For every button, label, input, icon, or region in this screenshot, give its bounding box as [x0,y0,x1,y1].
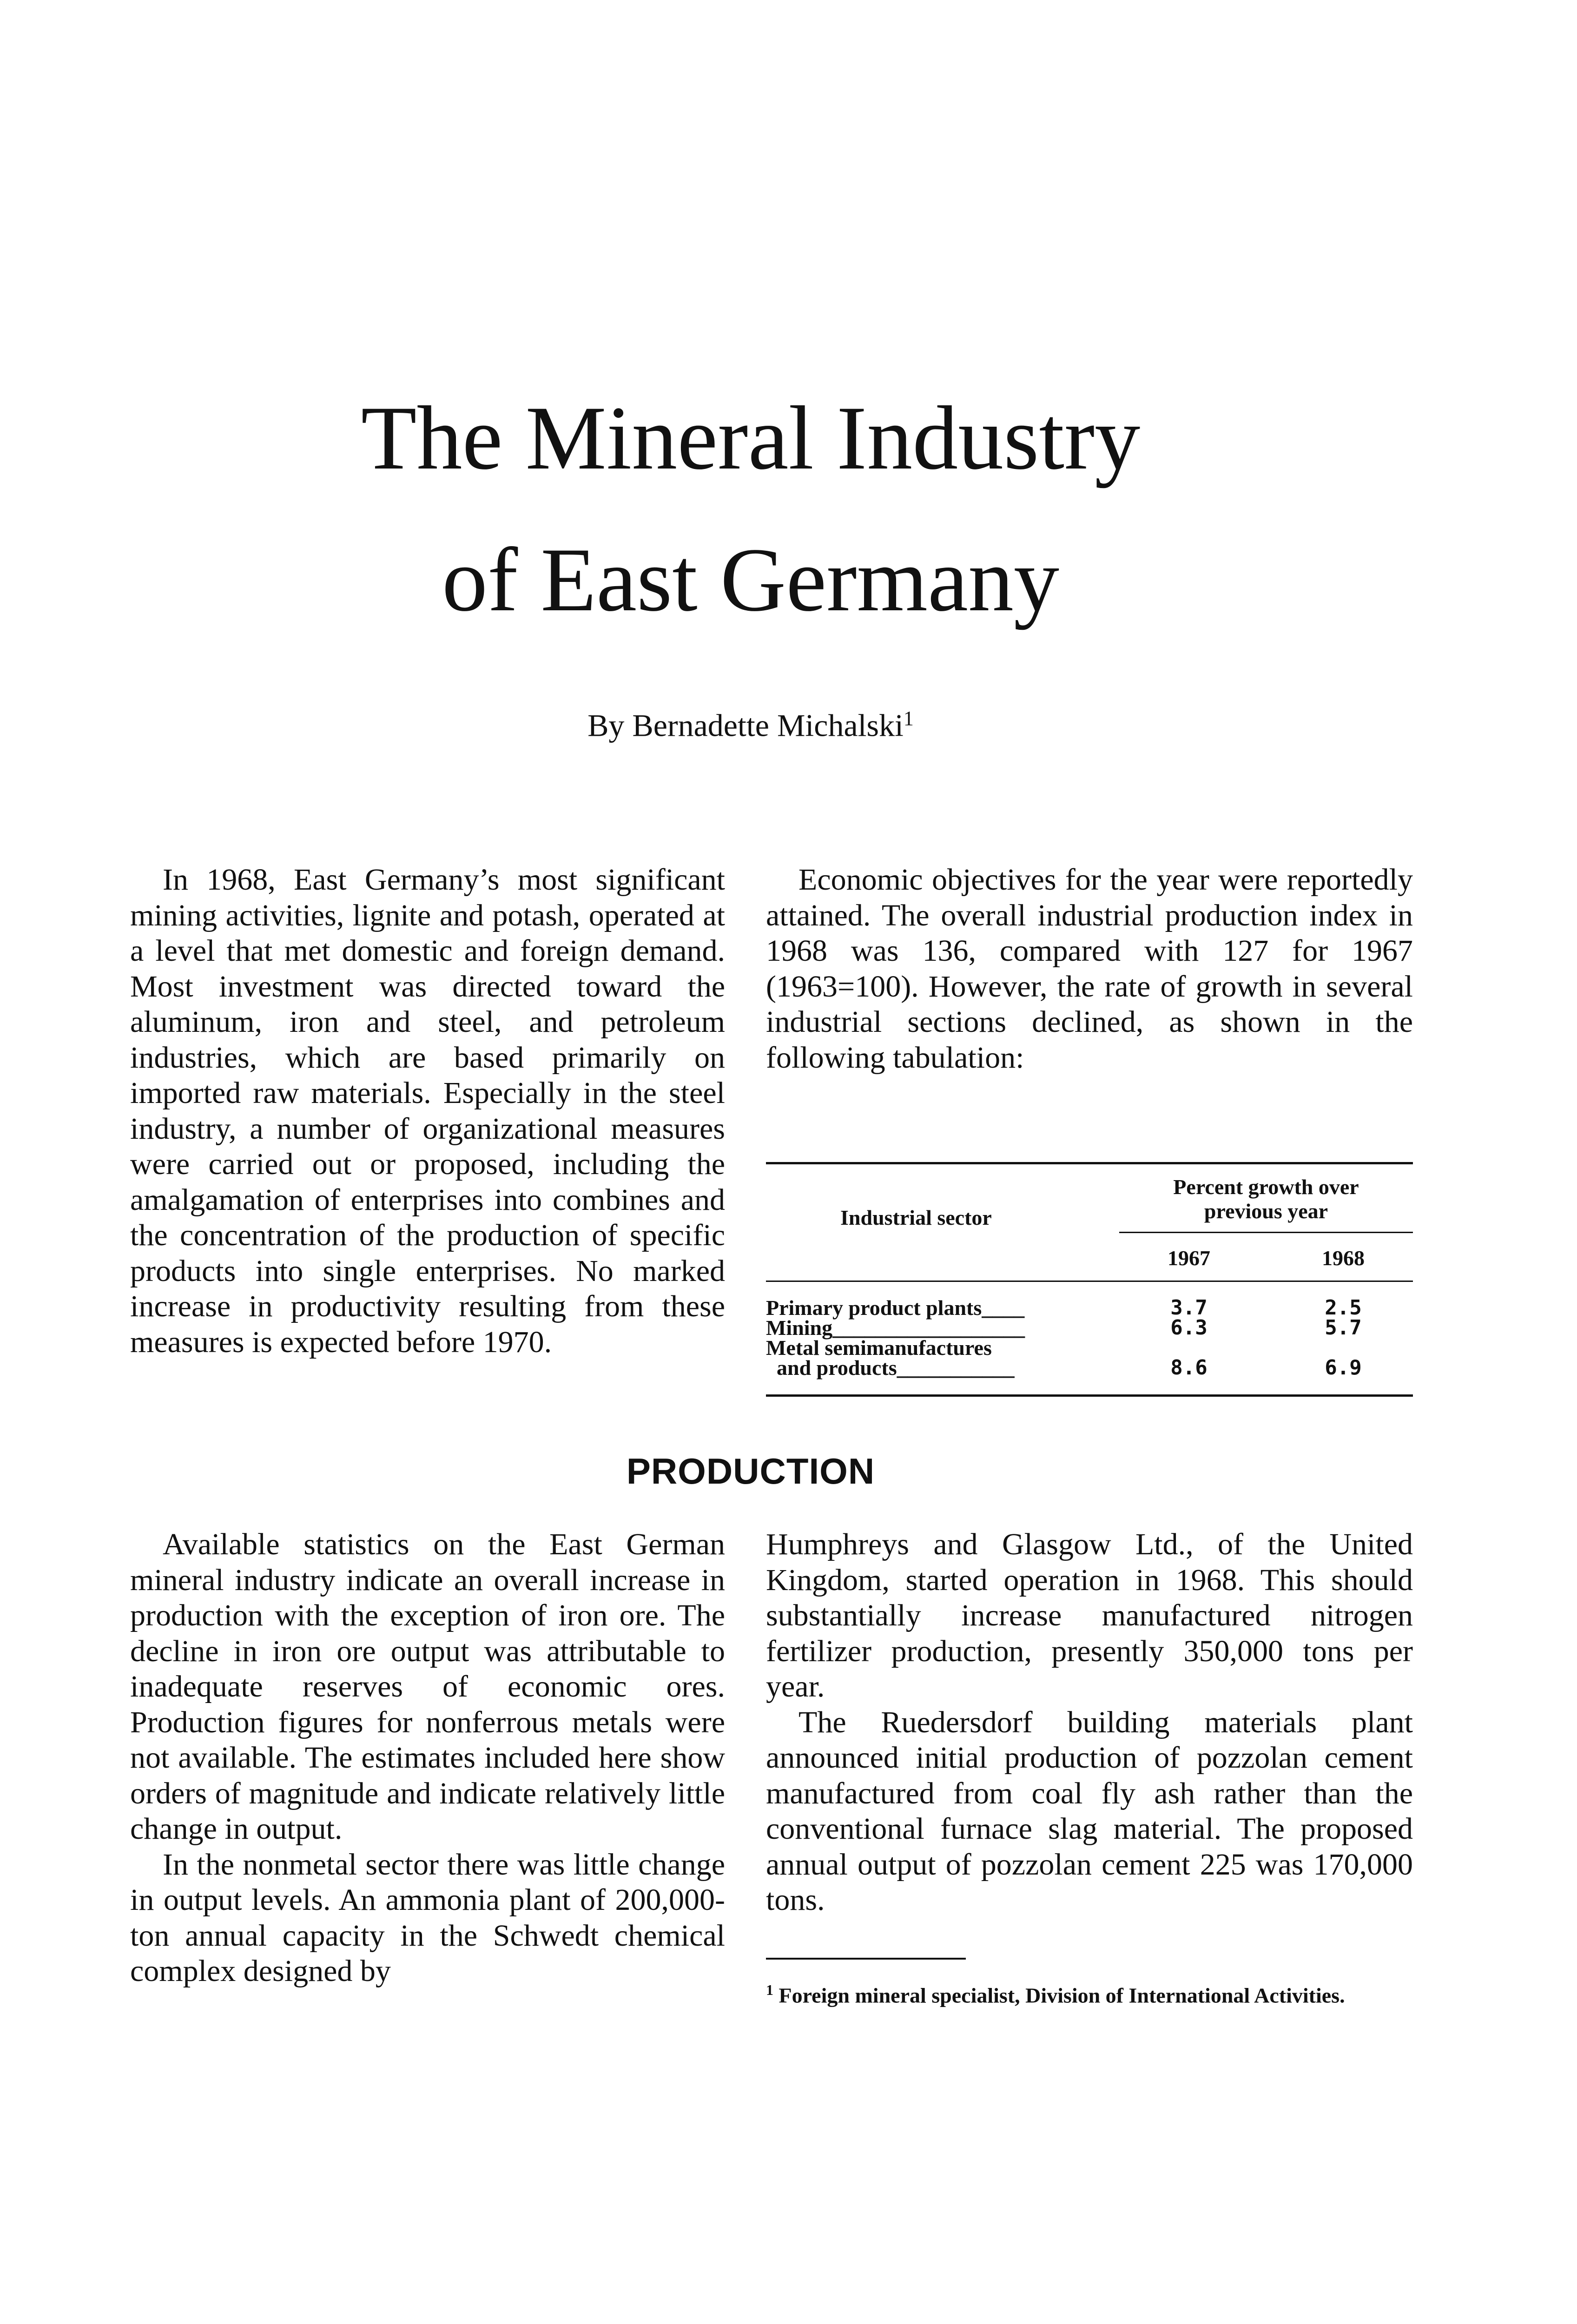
row-value-1968: 2.5 [1325,1296,1362,1320]
table-header-sector: Industrial sector [840,1206,992,1229]
production-left-column [130,1527,725,1989]
author-name: By Bernadette Michalski [587,707,904,743]
table-row [766,1357,1413,1379]
row-value-1967: 3.7 [1170,1296,1207,1320]
title-line-1: The Mineral Industry [361,388,1141,489]
byline [0,706,1501,744]
footnote-mark: 1 [766,1981,773,1998]
table-header-year-1967: 1967 [1168,1246,1210,1270]
row-label: Primary product plants____ [766,1296,1025,1320]
row-label: Mining__________________ [766,1316,1025,1340]
table-header-rule [766,1281,1413,1282]
row-value-1968: 6.9 [1325,1356,1362,1380]
table-bottom-rule [766,1394,1413,1397]
table-top-rule [766,1162,1413,1164]
table-header-year-1968: 1968 [1322,1246,1365,1270]
growth-table [766,1162,1413,1408]
production-right-paragraph-1: Humphreys and Glasgow Ltd., of the United Kingdom, started operation in 1968. This should substantially increase manufactured nitrogen fertilizer production, presently 350,000 tons per year. [766,1527,1413,1703]
section-heading-production: PRODUCTION [626,1451,875,1492]
intro-right-column [766,862,1413,1076]
footnote-text: Foreign mineral specialist, Division of International Activities. [779,1983,1345,2007]
row-value-1967: 8.6 [1170,1356,1207,1380]
production-right-column [766,1527,1413,1918]
production-left-paragraph-2: In the nonmetal sector there was little change in output levels. An ammonia plant of 200,000-ton annual capacity in the Schwedt chemical complex designed by [130,1847,725,1988]
intro-right-paragraph: Economic objectives for the year were reportedly attained. The overall industrial production index in 1968 was 136, compared with 127 for 1967 (1963=100). However, the rate of growth in several industrial sections declined, as shown in the following tabulation: [766,863,1413,1075]
title-line-2: of East Germany [442,529,1059,630]
intro-left-paragraph: In 1968, East Germany’s most significant mining activities, lignite and potash, operated at a level that met domestic and foreign demand. Most investment was directed toward the aluminum, iron and steel, and petroleum industries, which are based primarily on imported raw materials. Especially in the steel industry, a number of organizational measures were carried out or proposed, including the amalgamation of enterprises into combines and the concentration of the production of specific products into single enterprises. No marked increase in productivity resulting from these measures is expected before 1970. [130,863,725,1359]
table-header-growth-line1: Percent growth over [1173,1175,1359,1199]
table-header-growth [1119,1175,1413,1223]
table-subheader-rule [1119,1232,1413,1233]
footnote [766,1978,1413,2007]
row-value-1967: 6.3 [1170,1316,1207,1340]
row-label: Metal semimanufactures [766,1336,992,1360]
production-left-paragraph-1: Available statistics on the East German mineral industry indicate an overall increase in production with the exception of iron ore. The decline in iron ore output was attributable to inadequate reserves of economic ores. Production figures for nonferrous metals were not available. The estimates included here show orders of magnitude and indicate relatively little change in output. [130,1527,725,1846]
row-label: and products___________ [766,1356,1015,1380]
byline-footnote-mark: 1 [903,707,914,730]
intro-left-column [130,862,725,1360]
production-right-paragraph-2: The Ruedersdorf building materials plant announced initial production of pozzolan cement manufactured from coal fly ash rather than the conventional furnace slag material. The proposed annual output of pozzolan cement 225 was 170,000 tons. [766,1705,1413,1917]
row-value-1968: 5.7 [1325,1316,1362,1340]
table-header-growth-line2: previous year [1204,1199,1328,1223]
footnote-rule [766,1958,966,1960]
